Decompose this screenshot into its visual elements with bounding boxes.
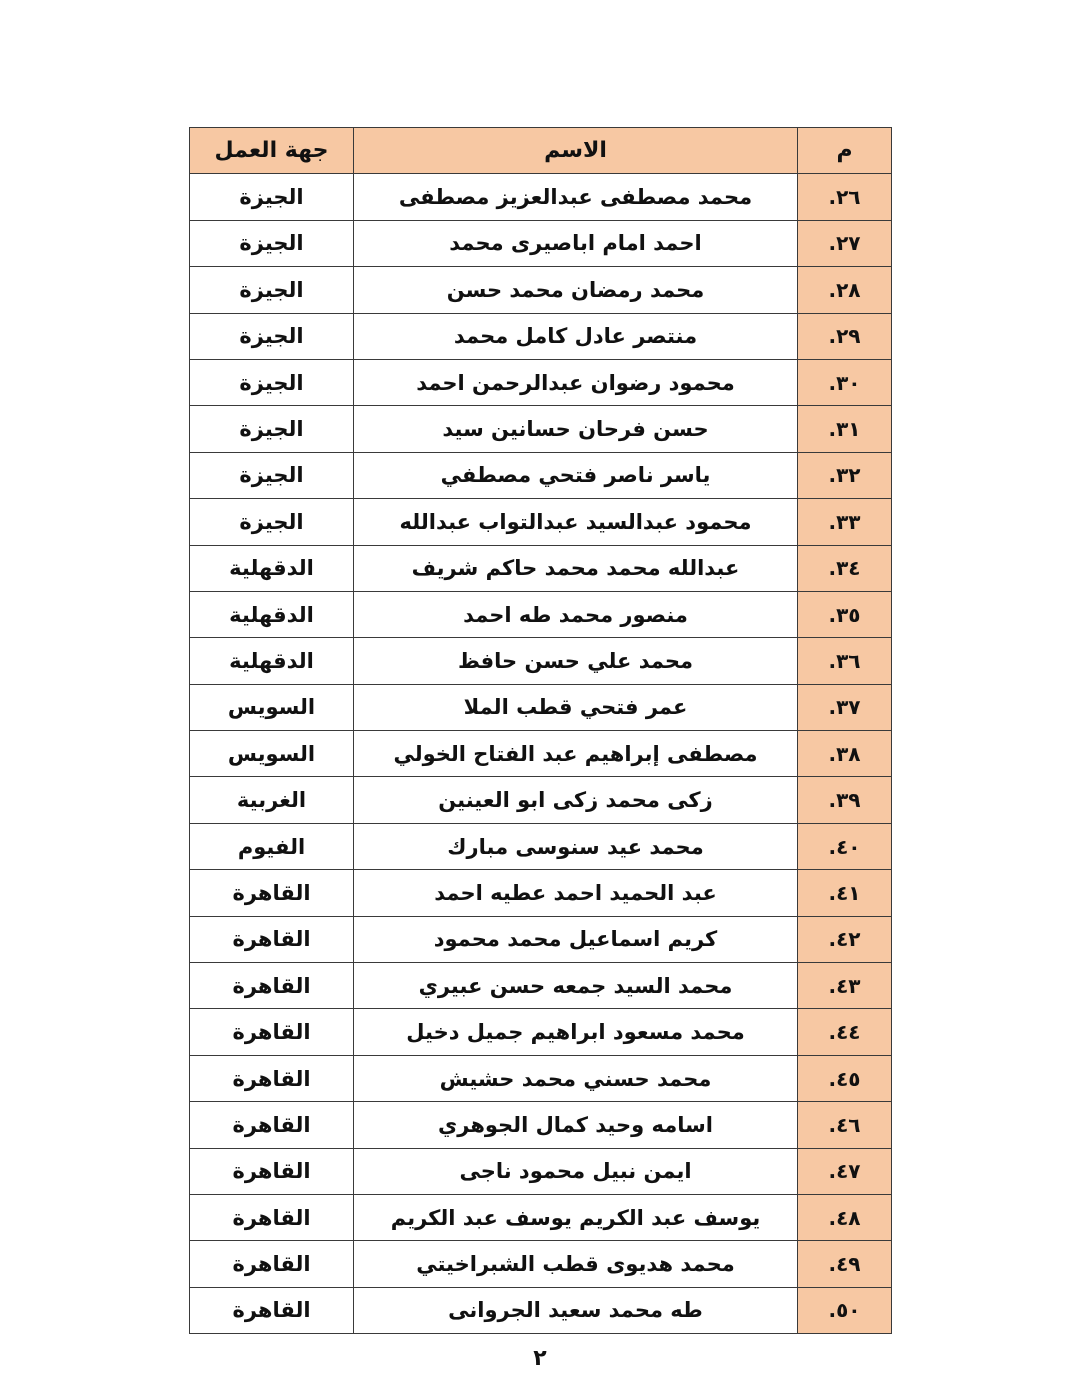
person-name: منصور محمد طه احمد — [354, 591, 798, 637]
row-number: ٣٩. — [798, 777, 892, 823]
table-row — [190, 1287, 892, 1333]
workplace: الجيزة — [190, 452, 354, 498]
header-row — [190, 128, 892, 174]
row-number: ٢٦. — [798, 174, 892, 220]
person-name: محمد عيد سنوسى مبارك — [354, 823, 798, 869]
person-name: محمد مصطفى عبدالعزيز مصطفى — [354, 174, 798, 220]
workplace: الجيزة — [190, 267, 354, 313]
person-name: طه محمد سعيد الجروانى — [354, 1287, 798, 1333]
person-name: ايمن نبيل محمود ناجى — [354, 1148, 798, 1194]
row-number: ٤٦. — [798, 1102, 892, 1148]
workplace: الجيزة — [190, 313, 354, 359]
person-name: محمد رمضان محمد حسن — [354, 267, 798, 313]
row-number: ٣٠. — [798, 359, 892, 405]
row-number: ٣٨. — [798, 731, 892, 777]
person-name: احمد امام اباصيرى محمد — [354, 220, 798, 266]
person-name: عبد الحميد احمد عطيه احمد — [354, 870, 798, 916]
workplace: الدقهلية — [190, 638, 354, 684]
person-name: محمد السيد جمعه حسن عبيري — [354, 963, 798, 1009]
names-table — [189, 127, 892, 1334]
person-name: يوسف عبد الكريم يوسف عبد الكريم — [354, 1194, 798, 1240]
person-name: عبدالله محمد محمد حاكم شريف — [354, 545, 798, 591]
row-number: ٤٤. — [798, 1009, 892, 1055]
workplace: الدقهلية — [190, 591, 354, 637]
person-name: محمد حسني محمد حشيش — [354, 1055, 798, 1101]
workplace: الجيزة — [190, 499, 354, 545]
table-row — [190, 684, 892, 730]
person-name: زكى محمد زكى ابو العينين — [354, 777, 798, 823]
page-number: ٢ — [533, 1346, 547, 1371]
person-name: حسن فرحان حسانين سيد — [354, 406, 798, 452]
workplace: القاهرة — [190, 1148, 354, 1194]
table-row — [190, 499, 892, 545]
workplace: الجيزة — [190, 359, 354, 405]
table-row — [190, 359, 892, 405]
header-number: م — [798, 128, 892, 174]
table-row — [190, 1055, 892, 1101]
workplace: القاهرة — [190, 870, 354, 916]
workplace: القاهرة — [190, 1102, 354, 1148]
row-number: ٢٩. — [798, 313, 892, 359]
row-number: ٤٩. — [798, 1241, 892, 1287]
person-name: محمود رضوان عبدالرحمن احمد — [354, 359, 798, 405]
row-number: ٣٣. — [798, 499, 892, 545]
table-row — [190, 174, 892, 220]
table-row — [190, 267, 892, 313]
workplace: السويس — [190, 684, 354, 730]
table-row — [190, 963, 892, 1009]
person-name: كريم اسماعيل محمد محمود — [354, 916, 798, 962]
workplace: الغربية — [190, 777, 354, 823]
row-number: ٤١. — [798, 870, 892, 916]
row-number: ٥٠. — [798, 1287, 892, 1333]
workplace: الجيزة — [190, 220, 354, 266]
row-number: ٤٢. — [798, 916, 892, 962]
row-number: ٤٨. — [798, 1194, 892, 1240]
header-workplace: جهة العمل — [190, 128, 354, 174]
person-name: عمر فتحي قطب الملا — [354, 684, 798, 730]
person-name: محمد مسعود ابراهيم جميل دخيل — [354, 1009, 798, 1055]
table-row — [190, 916, 892, 962]
row-number: ٢٧. — [798, 220, 892, 266]
table-row — [190, 1241, 892, 1287]
workplace: الدقهلية — [190, 545, 354, 591]
person-name: منتصر عادل كامل محمد — [354, 313, 798, 359]
workplace: القاهرة — [190, 963, 354, 1009]
table-header — [190, 128, 892, 174]
row-number: ٢٨. — [798, 267, 892, 313]
row-number: ٣٦. — [798, 638, 892, 684]
table-row — [190, 823, 892, 869]
header-name: الاسم — [354, 128, 798, 174]
workplace: القاهرة — [190, 1009, 354, 1055]
table-row — [190, 1009, 892, 1055]
row-number: ٤٣. — [798, 963, 892, 1009]
person-name: مصطفى إبراهيم عبد الفتاح الخولي — [354, 731, 798, 777]
table-row — [190, 220, 892, 266]
row-number: ٤٥. — [798, 1055, 892, 1101]
workplace: القاهرة — [190, 1194, 354, 1240]
workplace: القاهرة — [190, 916, 354, 962]
workplace: السويس — [190, 731, 354, 777]
row-number: ٤٧. — [798, 1148, 892, 1194]
person-name: محمود عبدالسيد عبدالتواب عبدالله — [354, 499, 798, 545]
table-row — [190, 731, 892, 777]
table-row — [190, 870, 892, 916]
row-number: ٣٢. — [798, 452, 892, 498]
workplace: الجيزة — [190, 406, 354, 452]
row-number: ٣٤. — [798, 545, 892, 591]
row-number: ٤٠. — [798, 823, 892, 869]
row-number: ٣٥. — [798, 591, 892, 637]
row-number: ٣٧. — [798, 684, 892, 730]
table-row — [190, 545, 892, 591]
table-row — [190, 1102, 892, 1148]
table-row — [190, 313, 892, 359]
table-row — [190, 777, 892, 823]
workplace: الفيوم — [190, 823, 354, 869]
table-row — [190, 452, 892, 498]
table-row — [190, 638, 892, 684]
table-row — [190, 591, 892, 637]
table-row — [190, 1194, 892, 1240]
person-name: محمد هديوى قطب الشبراخيتي — [354, 1241, 798, 1287]
workplace: القاهرة — [190, 1055, 354, 1101]
table-row — [190, 1148, 892, 1194]
person-name: اسامه وحيد كمال الجوهري — [354, 1102, 798, 1148]
table-body — [190, 174, 892, 1334]
person-name: ياسر ناصر فتحي مصطفي — [354, 452, 798, 498]
workplace: القاهرة — [190, 1287, 354, 1333]
row-number: ٣١. — [798, 406, 892, 452]
workplace: القاهرة — [190, 1241, 354, 1287]
table-row — [190, 406, 892, 452]
person-name: محمد علي حسن حافظ — [354, 638, 798, 684]
workplace: الجيزة — [190, 174, 354, 220]
